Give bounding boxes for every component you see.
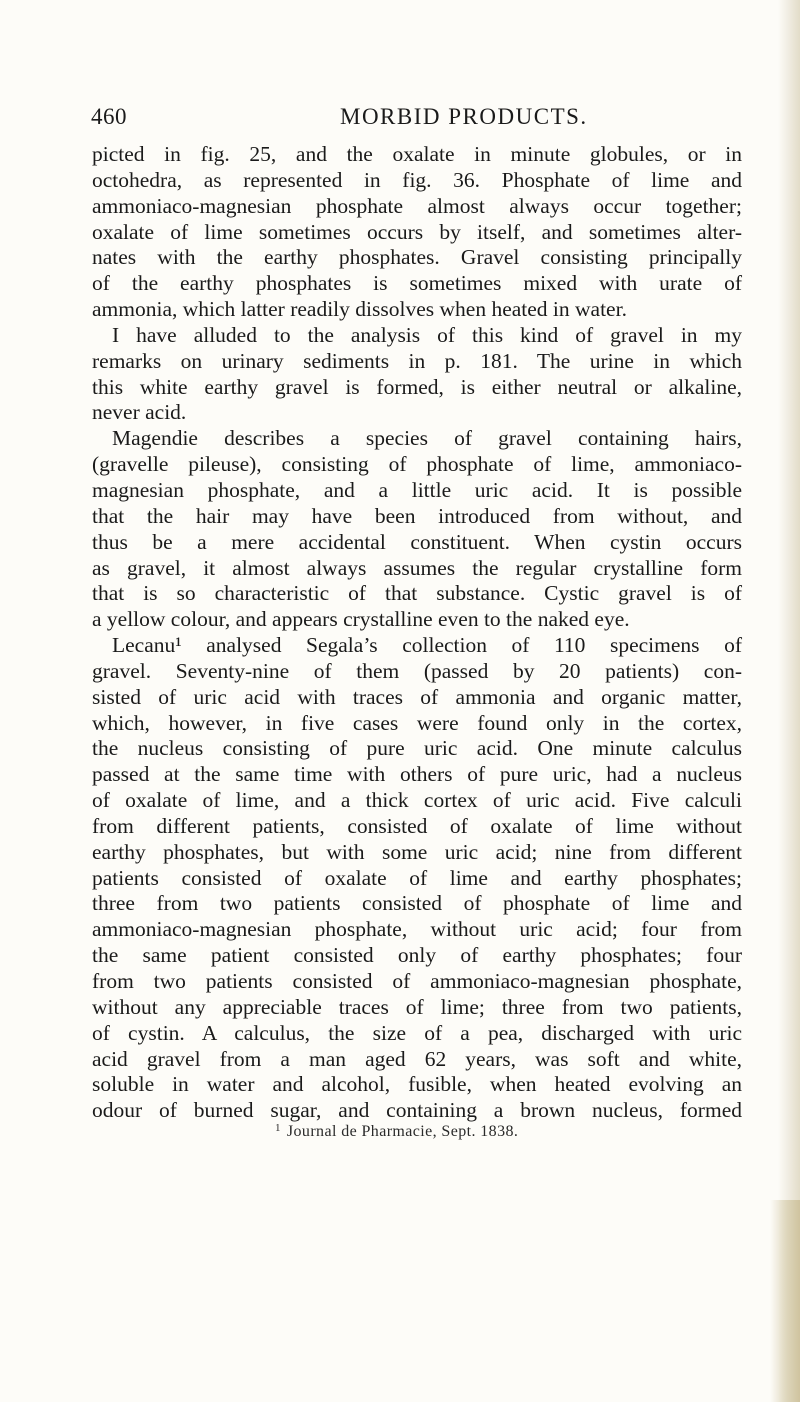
- text-line: three from two patients consisted of phosphate of lime and: [92, 891, 742, 916]
- text-line: octohedra, as represented in fig. 36. Phosphate of lime and: [92, 167, 742, 192]
- running-title: MORBID PRODUCTS.: [340, 104, 588, 129]
- text-line: magnesian phosphate, and a little uric acid. It is possible: [92, 477, 742, 502]
- text-line: ammoniaco-magnesian phosphate almost always occur together;: [92, 193, 742, 218]
- text-line: gravel. Seventy-nine of them (passed by 20 patients) con-: [92, 658, 742, 683]
- page-number: 460: [91, 104, 127, 129]
- text-line: as gravel, it almost always assumes the regular crystalline form: [92, 555, 742, 580]
- text-line: which, however, in five cases were found only in the cortex,: [92, 710, 742, 735]
- text-line: never acid.: [92, 400, 187, 425]
- text-line: ammoniaco-magnesian phosphate, without uric acid; four from: [92, 917, 742, 942]
- footnote-text: Journal de Pharmacie, Sept. 1838.: [286, 1123, 519, 1140]
- text-line: the same patient consisted only of earthy phosphates; four: [92, 943, 742, 968]
- text-line: passed at the same time with others of pure uric, had a nucleus: [92, 762, 742, 787]
- text-line: acid gravel from a man aged 62 years, was soft and white,: [92, 1046, 742, 1071]
- paragraph-start-line: Lecanu¹ analysed Segala’s collection of 110 specimens of: [112, 633, 742, 658]
- text-line: from different patients, consisted of oxalate of lime without: [92, 813, 742, 838]
- text-line: of the earthy phosphates is sometimes mixed with urate of: [92, 271, 742, 296]
- text-line: ammonia, which latter readily dissolves when heated in water.: [92, 297, 627, 322]
- paragraph-start-line: I have alluded to the analysis of this kind of gravel in my: [112, 322, 742, 347]
- paragraph-start-line: Magendie describes a species of gravel containing hairs,: [112, 426, 742, 451]
- text-line: from two patients consisted of ammoniaco-magnesian phosphate,: [92, 969, 742, 993]
- text-line: without any appreciable traces of lime; three from two patients,: [92, 994, 742, 1019]
- body-text: [92, 142, 742, 1124]
- footnote-marker: 1: [275, 1122, 281, 1134]
- text-line: of oxalate of lime, and a thick cortex of uric acid. Five calculi: [92, 788, 742, 813]
- text-line: the nucleus consisting of pure uric acid. One minute calculus: [92, 736, 742, 761]
- text-line: oxalate of lime sometimes occurs by itself, and sometimes alter-: [92, 219, 742, 244]
- text-line: that the hair may have been introduced from without, and: [92, 503, 742, 528]
- text-line: remarks on urinary sediments in p. 181. The urine in which: [92, 348, 742, 373]
- text-line: a yellow colour, and appears crystalline even to the naked eye.: [92, 607, 630, 632]
- page-corner-shading: [770, 1200, 800, 1402]
- text-line: that is so characteristic of that substance. Cystic gravel is of: [92, 581, 742, 606]
- text-line: sisted of uric acid with traces of ammonia and organic matter,: [92, 684, 742, 709]
- text-line: this white earthy gravel is formed, is either neutral or alkaline,: [92, 374, 742, 399]
- text-line: earthy phosphates, but with some uric acid; nine from different: [92, 839, 742, 864]
- text-line: odour of burned sugar, and containing a brown nucleus, formed: [92, 1098, 742, 1123]
- text-line: (gravelle pileuse), consisting of phosphate of lime, ammoniaco-: [92, 452, 742, 477]
- text-line: nates with the earthy phosphates. Gravel consisting principally: [92, 245, 742, 270]
- footnote: [275, 1122, 518, 1141]
- text-line: soluble in water and alcohol, fusible, when heated evolving an: [92, 1072, 742, 1097]
- text-line: of cystin. A calculus, the size of a pea, discharged with uric: [92, 1020, 742, 1045]
- text-line: picted in fig. 25, and the oxalate in minute globules, or in: [92, 142, 742, 166]
- text-line: thus be a mere accidental constituent. When cystin occurs: [92, 529, 742, 554]
- text-line: patients consisted of oxalate of lime and earthy phosphates;: [92, 865, 742, 890]
- running-head: [0, 104, 800, 134]
- page-edge-shading: [778, 0, 800, 1402]
